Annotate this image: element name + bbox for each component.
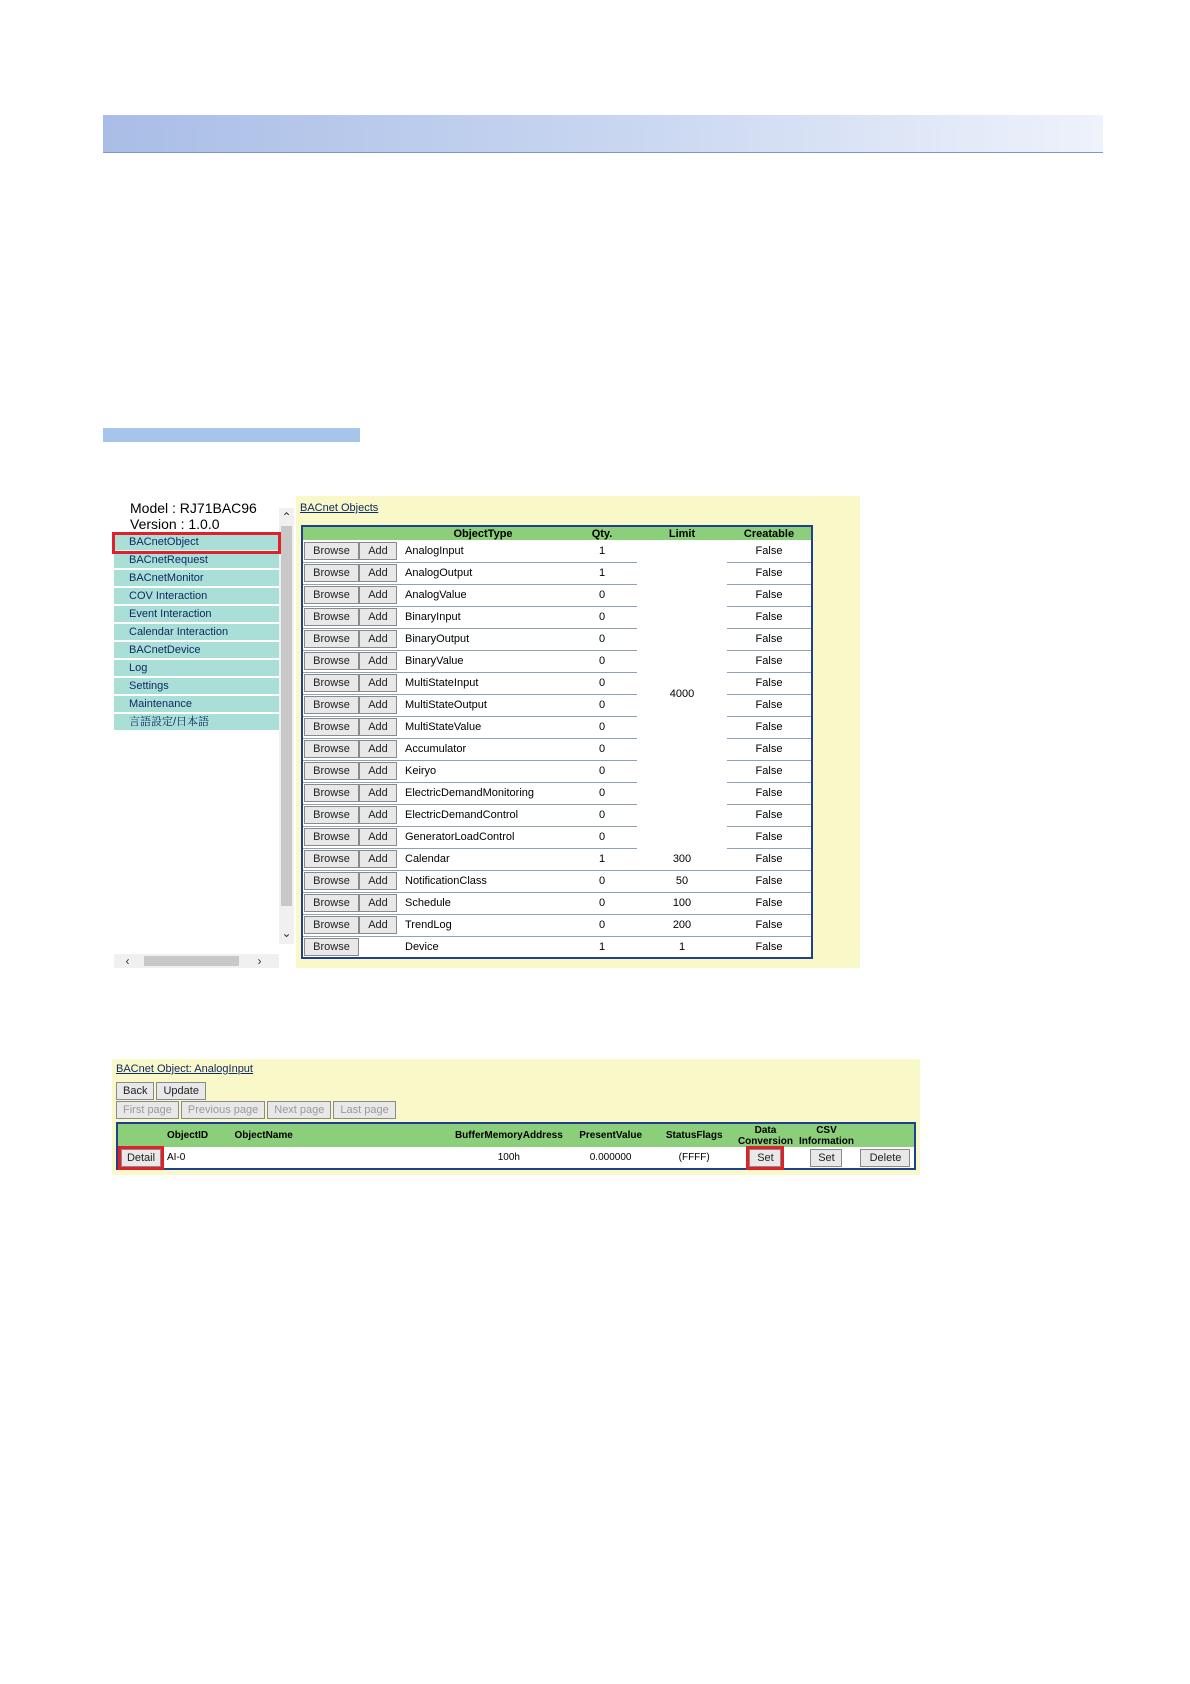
- add-button[interactable]: Add: [359, 630, 397, 648]
- objects-screenshot: [112, 496, 860, 968]
- qty-cell: 0: [567, 804, 637, 826]
- last-page-button[interactable]: Last page: [333, 1101, 395, 1119]
- horizontal-scrollbar[interactable]: [114, 954, 279, 968]
- browse-button[interactable]: Browse: [304, 630, 359, 648]
- object-type-cell: GeneratorLoadControl: [399, 826, 567, 848]
- scroll-down-icon[interactable]: ⌄: [281, 926, 292, 940]
- table-row: [302, 672, 812, 694]
- browse-button[interactable]: Browse: [304, 828, 359, 846]
- qty-cell: 0: [567, 782, 637, 804]
- csv-set-button[interactable]: Set: [810, 1149, 842, 1167]
- table-row: [302, 892, 812, 914]
- creatable-cell: False: [727, 936, 812, 958]
- creatable-cell: False: [727, 738, 812, 760]
- add-button[interactable]: Add: [359, 872, 397, 890]
- browse-button[interactable]: Browse: [304, 938, 359, 956]
- object-type-cell: MultiStateInput: [399, 672, 567, 694]
- limit-cell: 100: [637, 892, 727, 914]
- qty-cell: 0: [567, 826, 637, 848]
- creatable-cell: False: [727, 914, 812, 936]
- object-type-cell: BinaryInput: [399, 606, 567, 628]
- creatable-cell: False: [727, 782, 812, 804]
- sidebar-item-bacnetobject[interactable]: BACnetObject: [114, 534, 279, 552]
- object-type-cell: AnalogOutput: [399, 562, 567, 584]
- header-present-value: PresentValue: [568, 1123, 654, 1147]
- limit-cell: 200: [637, 914, 727, 936]
- table-row: [117, 1147, 915, 1169]
- table-row: [302, 738, 812, 760]
- table-row: [302, 936, 812, 958]
- object-detail-screenshot: [112, 1059, 920, 1175]
- add-button[interactable]: Add: [359, 652, 397, 670]
- qty-cell: 0: [567, 584, 637, 606]
- header-browse: [302, 526, 359, 540]
- browse-button[interactable]: Browse: [304, 850, 359, 868]
- table-row: [302, 760, 812, 782]
- delete-button[interactable]: Delete: [860, 1149, 910, 1167]
- table-row: [302, 804, 812, 826]
- present-value-cell: 0.000000: [568, 1147, 654, 1169]
- vertical-scrollbar[interactable]: [279, 508, 294, 944]
- qty-cell: 1: [567, 936, 637, 958]
- header-add: [359, 526, 399, 540]
- sidebar-item-log[interactable]: Log: [114, 660, 279, 678]
- creatable-cell: False: [727, 826, 812, 848]
- nav-buttons: [116, 1082, 206, 1100]
- object-type-cell: TrendLog: [399, 914, 567, 936]
- objects-table: [301, 525, 813, 959]
- scroll-up-icon[interactable]: ⌃: [281, 510, 292, 524]
- creatable-cell: False: [727, 606, 812, 628]
- creatable-cell: False: [727, 584, 812, 606]
- add-button[interactable]: Add: [359, 806, 397, 824]
- browse-button[interactable]: Browse: [304, 740, 359, 758]
- header-csv-information: CSV Information: [796, 1123, 857, 1147]
- header-object-id: ObjectID: [164, 1123, 232, 1147]
- table-row: [302, 870, 812, 892]
- object-type-cell: ElectricDemandControl: [399, 804, 567, 826]
- creatable-cell: False: [727, 892, 812, 914]
- objects-table-body: [302, 540, 812, 958]
- header-limit: Limit: [637, 526, 727, 540]
- table-row: [302, 562, 812, 584]
- browse-button[interactable]: Browse: [304, 784, 359, 802]
- browse-button[interactable]: Browse: [304, 762, 359, 780]
- header-bar: [103, 115, 1103, 153]
- next-page-button[interactable]: Next page: [267, 1101, 331, 1119]
- creatable-cell: False: [727, 672, 812, 694]
- add-button[interactable]: Add: [359, 564, 397, 582]
- header-delete: [857, 1123, 915, 1147]
- header-status-flags: StatusFlags: [653, 1123, 735, 1147]
- table-row: [302, 782, 812, 804]
- object-type-cell: AnalogValue: [399, 584, 567, 606]
- table-row: [302, 826, 812, 848]
- qty-cell: 0: [567, 606, 637, 628]
- limit-cell: 1: [637, 936, 727, 958]
- limit-cell: 300: [637, 848, 727, 870]
- creatable-cell: False: [727, 760, 812, 782]
- scroll-left-icon[interactable]: ‹: [125, 954, 130, 968]
- object-type-cell: AnalogInput: [399, 540, 567, 562]
- header-qty: Qty.: [567, 526, 637, 540]
- object-type-cell: MultiStateOutput: [399, 694, 567, 716]
- header-object-type: ObjectType: [399, 526, 567, 540]
- object-type-cell: NotificationClass: [399, 870, 567, 892]
- add-button[interactable]: Add: [359, 674, 397, 692]
- table-row: [302, 606, 812, 628]
- object-list-table: [116, 1122, 916, 1170]
- object-type-cell: Device: [399, 936, 567, 958]
- bacnet-objects-link[interactable]: BACnet Objects: [300, 502, 379, 514]
- header-creatable: Creatable: [727, 526, 812, 540]
- section-bar: [103, 428, 360, 442]
- qty-cell: 0: [567, 914, 637, 936]
- browse-button[interactable]: Browse: [304, 872, 359, 890]
- browse-button[interactable]: Browse: [304, 652, 359, 670]
- add-button[interactable]: Add: [359, 762, 397, 780]
- sidebar-nav: [114, 534, 279, 732]
- shared-limit-cell: 4000: [637, 540, 727, 848]
- table-row: [302, 716, 812, 738]
- update-button[interactable]: Update: [156, 1082, 205, 1100]
- browse-button[interactable]: Browse: [304, 894, 359, 912]
- creatable-cell: False: [727, 716, 812, 738]
- browse-button[interactable]: Browse: [304, 586, 359, 604]
- object-name-cell: [232, 1147, 450, 1169]
- header-data-conversion: Data Conversion: [735, 1123, 796, 1147]
- add-button[interactable]: Add: [359, 586, 397, 604]
- qty-cell: 0: [567, 672, 637, 694]
- buffer-address-cell: 100h: [450, 1147, 568, 1169]
- object-type-cell: MultiStateValue: [399, 716, 567, 738]
- scroll-right-icon[interactable]: ›: [257, 954, 262, 968]
- table-row: [302, 540, 812, 562]
- objects-pane: [296, 496, 860, 968]
- qty-cell: 1: [567, 848, 637, 870]
- detail-button[interactable]: Detail: [121, 1149, 161, 1167]
- header-buffer-address: BufferMemoryAddress: [450, 1123, 568, 1147]
- creatable-cell: False: [727, 562, 812, 584]
- qty-cell: 0: [567, 694, 637, 716]
- object-type-cell: Accumulator: [399, 738, 567, 760]
- object-type-cell: Calendar: [399, 848, 567, 870]
- header-object-name: ObjectName: [232, 1123, 450, 1147]
- object-type-cell: ElectricDemandMonitoring: [399, 782, 567, 804]
- sidebar-item-bacnetmonitor[interactable]: BACnetMonitor: [114, 570, 279, 588]
- browse-button[interactable]: Browse: [304, 806, 359, 824]
- browse-button[interactable]: Browse: [304, 608, 359, 626]
- sidebar-item-settings[interactable]: Settings: [114, 678, 279, 696]
- sidebar-item-bacnetrequest[interactable]: BACnetRequest: [114, 552, 279, 570]
- status-flags-cell: (FFFF): [653, 1147, 735, 1169]
- qty-cell: 0: [567, 628, 637, 650]
- sidebar-item-bacnetdevice[interactable]: BACnetDevice: [114, 642, 279, 660]
- creatable-cell: False: [727, 628, 812, 650]
- qty-cell: 0: [567, 892, 637, 914]
- qty-cell: 0: [567, 716, 637, 738]
- sidebar-item-cov-interaction[interactable]: COV Interaction: [114, 588, 279, 606]
- add-button[interactable]: Add: [359, 894, 397, 912]
- add-button[interactable]: Add: [359, 542, 397, 560]
- object-type-cell: BinaryValue: [399, 650, 567, 672]
- table-row: [302, 628, 812, 650]
- vertical-scroll-thumb[interactable]: [281, 526, 292, 906]
- previous-page-button[interactable]: Previous page: [181, 1101, 265, 1119]
- add-button[interactable]: Add: [359, 850, 397, 868]
- horizontal-scroll-thumb[interactable]: [144, 956, 239, 966]
- table-row: [302, 694, 812, 716]
- table-row: [302, 914, 812, 936]
- qty-cell: 0: [567, 870, 637, 892]
- object-type-cell: BinaryOutput: [399, 628, 567, 650]
- add-button[interactable]: Add: [359, 718, 397, 736]
- browse-button[interactable]: Browse: [304, 696, 359, 714]
- browse-button[interactable]: Browse: [304, 564, 359, 582]
- add-button[interactable]: Add: [359, 608, 397, 626]
- left-pane: [112, 496, 296, 968]
- creatable-cell: False: [727, 540, 812, 562]
- object-type-cell: Schedule: [399, 892, 567, 914]
- add-button[interactable]: Add: [359, 828, 397, 846]
- table-row: [302, 848, 812, 870]
- sidebar-item-event-interaction[interactable]: Event Interaction: [114, 606, 279, 624]
- browse-button[interactable]: Browse: [304, 916, 359, 934]
- version-label: Version : 1.0.0: [130, 516, 220, 532]
- qty-cell: 0: [567, 738, 637, 760]
- object-id-cell: AI-0: [164, 1147, 232, 1169]
- table-row: [302, 650, 812, 672]
- sidebar-item-maintenance[interactable]: Maintenance: [114, 696, 279, 714]
- data-conversion-set-button[interactable]: Set: [749, 1149, 781, 1167]
- first-page-button[interactable]: First page: [116, 1101, 179, 1119]
- pagination: [116, 1101, 396, 1119]
- creatable-cell: False: [727, 870, 812, 892]
- bacnet-object-link[interactable]: BACnet Object: AnalogInput: [116, 1063, 253, 1075]
- limit-cell: 50: [637, 870, 727, 892]
- qty-cell: 1: [567, 540, 637, 562]
- creatable-cell: False: [727, 694, 812, 716]
- header-detail: [117, 1123, 164, 1147]
- browse-button[interactable]: Browse: [304, 542, 359, 560]
- add-button[interactable]: Add: [359, 740, 397, 758]
- model-label: Model : RJ71BAC96: [130, 500, 257, 516]
- qty-cell: 0: [567, 760, 637, 782]
- add-button[interactable]: Add: [359, 696, 397, 714]
- qty-cell: 1: [567, 562, 637, 584]
- creatable-cell: False: [727, 650, 812, 672]
- creatable-cell: False: [727, 848, 812, 870]
- table-row: [302, 584, 812, 606]
- sidebar-item-language[interactable]: 言語設定/日本語: [114, 714, 279, 732]
- object-type-cell: Keiryo: [399, 760, 567, 782]
- browse-button[interactable]: Browse: [304, 718, 359, 736]
- add-button[interactable]: Add: [359, 916, 397, 934]
- creatable-cell: False: [727, 804, 812, 826]
- qty-cell: 0: [567, 650, 637, 672]
- back-button[interactable]: Back: [116, 1082, 154, 1100]
- sidebar-item-calendar-interaction[interactable]: Calendar Interaction: [114, 624, 279, 642]
- add-button[interactable]: Add: [359, 784, 397, 802]
- model-info: [130, 500, 257, 532]
- browse-button[interactable]: Browse: [304, 674, 359, 692]
